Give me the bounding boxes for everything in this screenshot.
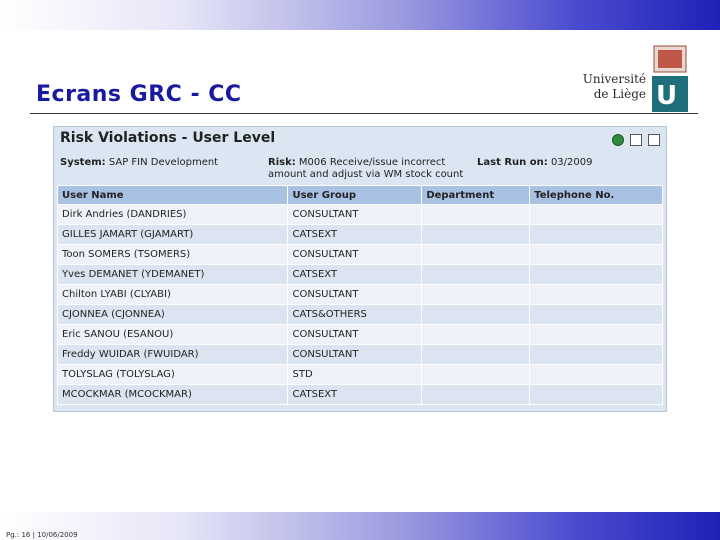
table-row[interactable] xyxy=(58,245,663,265)
table-row[interactable] xyxy=(58,305,663,325)
cell-telephone xyxy=(530,285,663,305)
cell-department xyxy=(422,385,530,405)
table-row[interactable] xyxy=(58,285,663,305)
crest-icon xyxy=(650,44,690,114)
panel-toolbar xyxy=(612,134,660,146)
cell-department xyxy=(422,345,530,365)
table-row[interactable] xyxy=(58,265,663,285)
cell-user-name: TOLYSLAG (TOLYSLAG) xyxy=(58,365,288,385)
cell-telephone xyxy=(530,345,663,365)
last-run-info xyxy=(477,157,592,169)
cell-user-name: Freddy WUIDAR (FWUIDAR) xyxy=(58,345,288,365)
risk-value: M006 Receive/issue incorrect amount and adjust via WM stock count xyxy=(268,157,464,180)
cell-department xyxy=(422,305,530,325)
risk-violations-panel xyxy=(53,126,667,412)
cell-user-group: STD xyxy=(288,365,422,385)
panel-title: Risk Violations - User Level xyxy=(60,130,276,146)
bottom-gradient-band xyxy=(0,512,720,540)
cell-user-group: CONSULTANT xyxy=(288,285,422,305)
table-row[interactable] xyxy=(58,325,663,345)
col-department[interactable]: Department xyxy=(422,186,530,205)
cell-telephone xyxy=(530,245,663,265)
cell-telephone xyxy=(530,325,663,345)
table-header-row xyxy=(58,186,663,205)
risk-label: Risk: xyxy=(268,157,296,168)
cell-telephone xyxy=(530,385,663,405)
cell-user-name: GILLES JAMART (GJAMART) xyxy=(58,225,288,245)
cell-department xyxy=(422,245,530,265)
cell-telephone xyxy=(530,365,663,385)
table-row[interactable] xyxy=(58,385,663,405)
col-user-name[interactable]: User Name xyxy=(58,186,288,205)
logo-line-2: de Liège xyxy=(593,87,646,101)
slide-footer: Pg.: 16 | 10/06/2009 xyxy=(6,531,78,539)
system-label: System: xyxy=(60,157,106,168)
university-logo xyxy=(582,44,690,116)
cell-user-name: Eric SANOU (ESANOU) xyxy=(58,325,288,345)
table-row[interactable] xyxy=(58,225,663,245)
system-info xyxy=(60,157,218,169)
cell-user-group: CONSULTANT xyxy=(288,245,422,265)
risk-info xyxy=(268,157,468,181)
cell-telephone xyxy=(530,225,663,245)
cell-telephone xyxy=(530,265,663,285)
cell-telephone xyxy=(530,205,663,225)
col-telephone[interactable]: Telephone No. xyxy=(530,186,663,205)
cell-department xyxy=(422,205,530,225)
table-row[interactable] xyxy=(58,365,663,385)
svg-text:U: U xyxy=(656,81,678,111)
last-run-label: Last Run on: xyxy=(477,157,548,168)
cell-user-name: Chilton LYABI (CLYABI) xyxy=(58,285,288,305)
cell-user-name: Dirk Andries (DANDRIES) xyxy=(58,205,288,225)
cell-user-name: CJONNEA (CJONNEA) xyxy=(58,305,288,325)
table-row[interactable] xyxy=(58,345,663,365)
title-underline xyxy=(30,113,698,114)
cell-telephone xyxy=(530,305,663,325)
cell-user-group: CATSEXT xyxy=(288,385,422,405)
export-icon[interactable] xyxy=(648,134,660,146)
cell-user-group: CATSEXT xyxy=(288,265,422,285)
system-value: SAP FIN Development xyxy=(108,157,219,168)
cell-user-group: CONSULTANT xyxy=(288,345,422,365)
cell-department xyxy=(422,285,530,305)
cell-user-group: CONSULTANT xyxy=(288,325,422,345)
cell-department xyxy=(422,365,530,385)
slide-title: Ecrans GRC - CC xyxy=(36,82,242,107)
cell-department xyxy=(422,325,530,345)
col-user-group[interactable]: User Group xyxy=(288,186,422,205)
cell-user-group: CATS&OTHERS xyxy=(288,305,422,325)
cell-user-name: Yves DEMANET (YDEMANET) xyxy=(58,265,288,285)
cell-department xyxy=(422,265,530,285)
logo-line-1: Université xyxy=(582,72,646,86)
cell-user-group: CATSEXT xyxy=(288,225,422,245)
refresh-icon[interactable] xyxy=(612,134,624,146)
cell-user-name: Toon SOMERS (TSOMERS) xyxy=(58,245,288,265)
last-run-value: 03/2009 xyxy=(550,157,593,168)
cell-department xyxy=(422,225,530,245)
violations-table xyxy=(57,185,663,405)
print-icon[interactable] xyxy=(630,134,642,146)
cell-user-name: MCOCKMAR (MCOCKMAR) xyxy=(58,385,288,405)
table-row[interactable] xyxy=(58,205,663,225)
top-gradient-band xyxy=(0,0,720,30)
cell-user-group: CONSULTANT xyxy=(288,205,422,225)
